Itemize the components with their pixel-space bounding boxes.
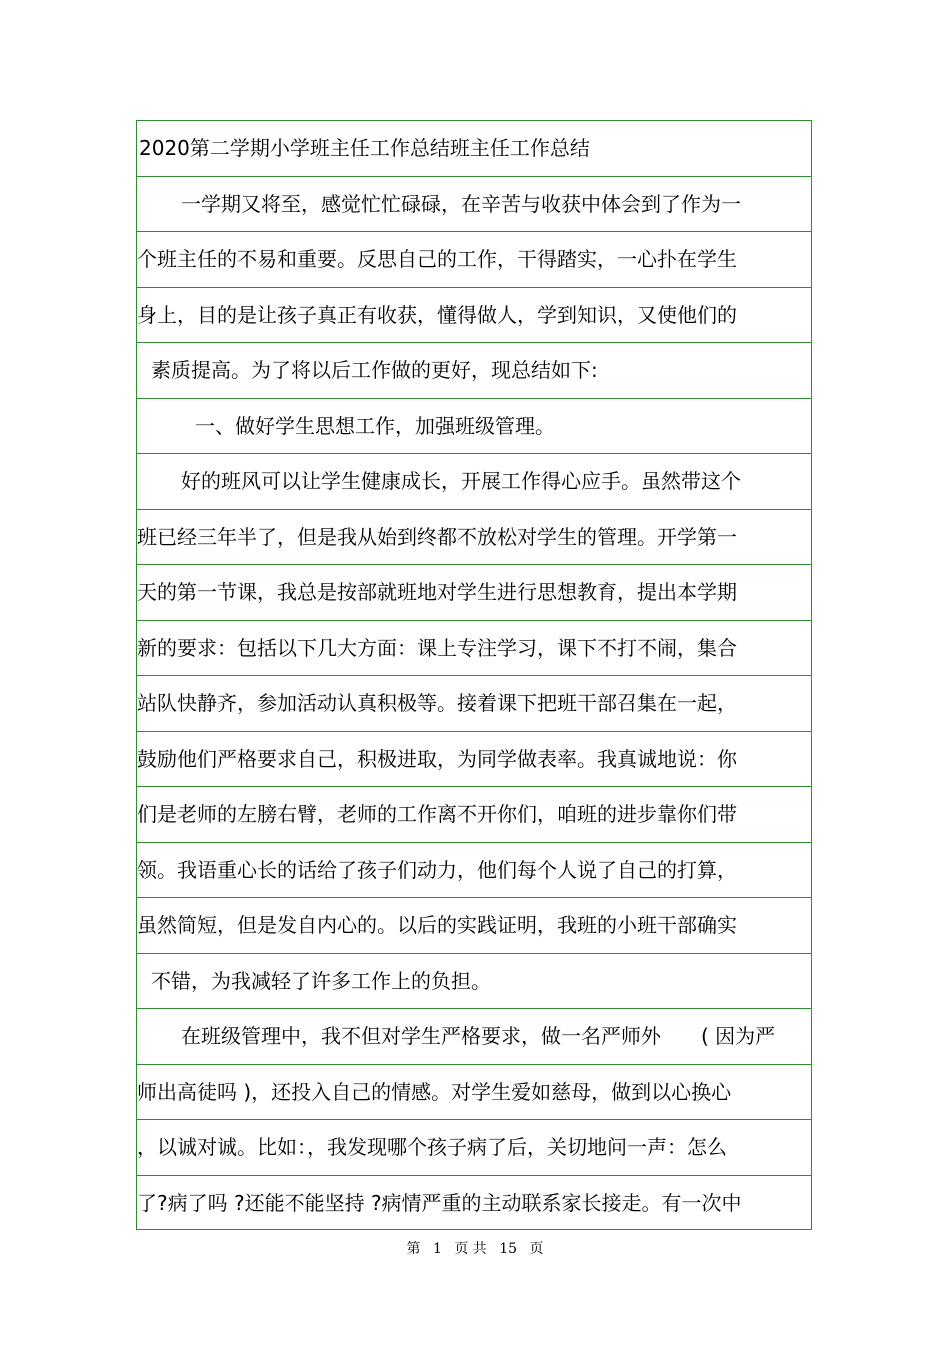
line-text: 天的第一节课，我总是按部就班地对学生进行思想教育，提出本学期	[137, 580, 737, 604]
line-text: 鼓励他们严格要求自己，积极进取，为同学做表率。我真诚地说：你	[137, 746, 737, 771]
footer-suffix: 页	[529, 1241, 544, 1257]
document-title-row	[137, 121, 811, 177]
text-line	[137, 510, 811, 566]
text-line	[137, 1009, 811, 1065]
page-footer	[0, 1238, 950, 1258]
line-text: ，以诚对诚。比如：，我发现哪个孩子病了后，关切地问一声：怎么	[137, 1135, 727, 1159]
text-line	[137, 565, 811, 621]
text-line	[137, 288, 811, 344]
text-line	[137, 843, 811, 899]
text-line	[137, 1065, 811, 1121]
line-text: 个班主任的不易和重要。反思自己的工作，干得踏实，一心扑在学生	[137, 247, 737, 271]
footer-total-pages: 15	[499, 1241, 518, 1257]
text-line	[137, 1176, 811, 1232]
document-title: 2020第二学期小学班主任工作总结班主任工作总结	[139, 136, 590, 160]
text-line	[137, 621, 811, 677]
footer-middle: 页 共	[454, 1241, 487, 1257]
section-heading: 一、做好学生思想工作，加强班级管理。	[195, 413, 555, 438]
line-text: 一学期又将至，感觉忙忙碌碌，在辛苦与收获中体会到了作为一	[181, 191, 741, 216]
line-text: 班已经三年半了，但是我从始到终都不放松对学生的管理。开学第一	[137, 524, 737, 549]
text-line	[137, 232, 811, 288]
line-text: 在班级管理中，我不但对学生严格要求，做一名严师外 ( 因为严	[181, 1024, 776, 1048]
footer-prefix: 第	[406, 1241, 421, 1257]
line-text: 好的班风可以让学生健康成长，开展工作得心应手。虽然带这个	[181, 469, 741, 493]
text-line	[137, 732, 811, 788]
text-line	[137, 676, 811, 732]
line-text: 不错，为我减轻了许多工作上的负担。	[151, 968, 491, 993]
text-line	[137, 787, 811, 843]
line-text: 素质提高。为了将以后工作做的更好，现总结如下:	[151, 358, 598, 382]
line-text: 身上，目的是让孩子真正有收获，懂得做人，学到知识，又使他们的	[137, 302, 737, 327]
line-text: 站队快静齐，参加活动认真积极等。接着课下把班干部召集在一起，	[137, 691, 737, 715]
line-text: 们是老师的左膀右臂，老师的工作离不开你们，咱班的进步靠你们带	[137, 802, 737, 826]
text-line	[137, 343, 811, 399]
document-frame	[136, 120, 812, 1230]
line-text: 虽然简短，但是发自内心的。以后的实践证明，我班的小班干部确实	[137, 913, 737, 937]
line-text: 师出高徒吗 )，还投入自己的情感。对学生爱如慈母，做到以心换心	[137, 1079, 732, 1104]
text-line	[137, 898, 811, 954]
line-text: 了?病了吗 ?还能不能坚持 ?病情严重的主动联系家长接走。有一次中	[137, 1190, 742, 1215]
line-text: 领。我语重心长的话给了孩子们动力，他们每个人说了自己的打算，	[137, 857, 737, 882]
text-line	[137, 454, 811, 510]
footer-page-number: 1	[432, 1241, 442, 1257]
line-text: 新的要求：包括以下几大方面：课上专注学习，课下不打不闹，集合	[137, 635, 737, 660]
text-line	[137, 954, 811, 1010]
text-line	[137, 1120, 811, 1176]
text-line	[137, 177, 811, 233]
section-heading-row	[137, 399, 811, 455]
